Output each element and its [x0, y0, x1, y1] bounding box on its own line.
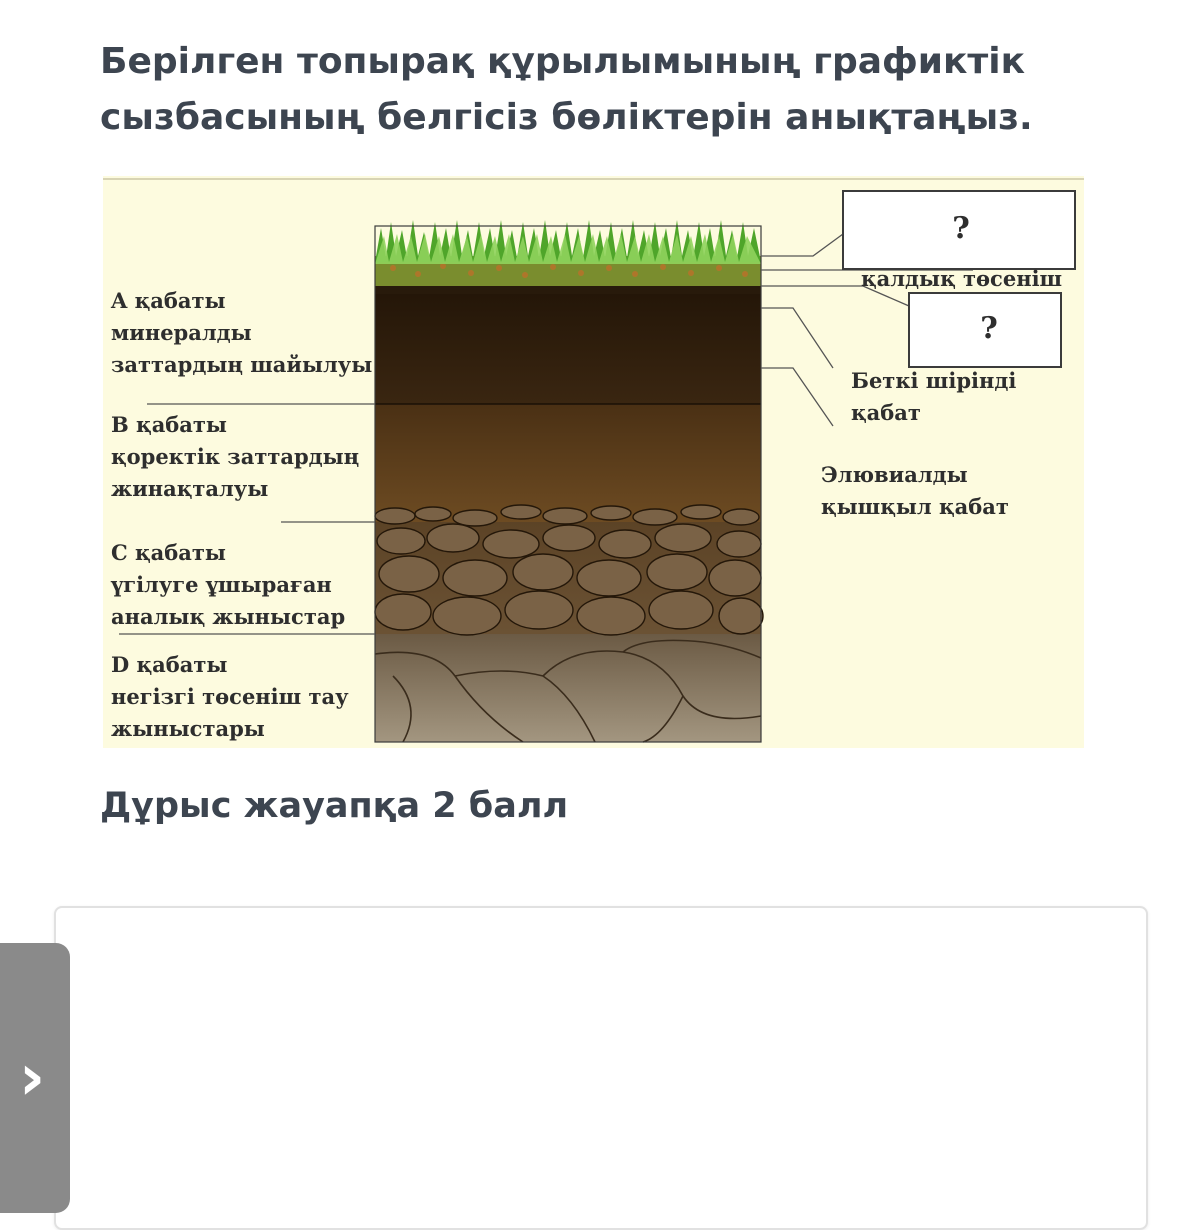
horizon-a-label-line3: заттардың шайылуы: [111, 352, 373, 377]
horizon-a: [375, 294, 761, 404]
horizon-a-label-line1: A қабаты: [111, 288, 226, 313]
eluvial-label-line2: қышқыл қабат: [821, 494, 1009, 519]
horizon-b-label-line3: жинақталуы: [111, 476, 269, 501]
residue-layer-label: қалдық төсеніш: [861, 266, 1063, 291]
sidebar-toggle-button[interactable]: [0, 943, 70, 1213]
horizon-d-label-line2: негізгі төсеніш тау: [111, 684, 349, 709]
horizon-b: [375, 404, 761, 522]
horizon-c-label-line3: аналық жыныстар: [111, 604, 346, 629]
soil-profile-diagram: [103, 176, 1084, 748]
points-info: Дұрыс жауапқа 2 балл: [100, 786, 569, 826]
question-title: Берілген топырақ құрылымының графиктік сызбасының белгісіз бөліктерін анықтаңыз.: [100, 41, 1033, 138]
soil-column: [375, 220, 763, 742]
humus-label-line1: Беткі шірінді: [851, 368, 1017, 393]
horizon-d: [375, 634, 761, 742]
horizon-d-label-line3: жыныстары: [111, 716, 265, 741]
horizon-c-label-line2: үгілуге ұшыраған: [111, 572, 332, 597]
unknown-mark-middle: ?: [980, 311, 998, 346]
horizon-c-label-line1: C қабаты: [111, 540, 226, 565]
horizon-b-label-line2: қоректік заттардың: [111, 444, 360, 469]
unknown-mark-top: ?: [952, 211, 970, 246]
humus-label-line2: қабат: [851, 400, 921, 425]
horizon-a-label-line2: минералды: [111, 320, 252, 345]
horizon-d-label-line1: D қабаты: [111, 652, 228, 677]
eluvial-label-line1: Элювиалды: [821, 462, 968, 487]
chevron-right-icon: ›: [18, 1041, 46, 1115]
horizon-b-label-line1: B қабаты: [111, 412, 227, 437]
answer-textarea[interactable]: [54, 906, 1148, 1230]
